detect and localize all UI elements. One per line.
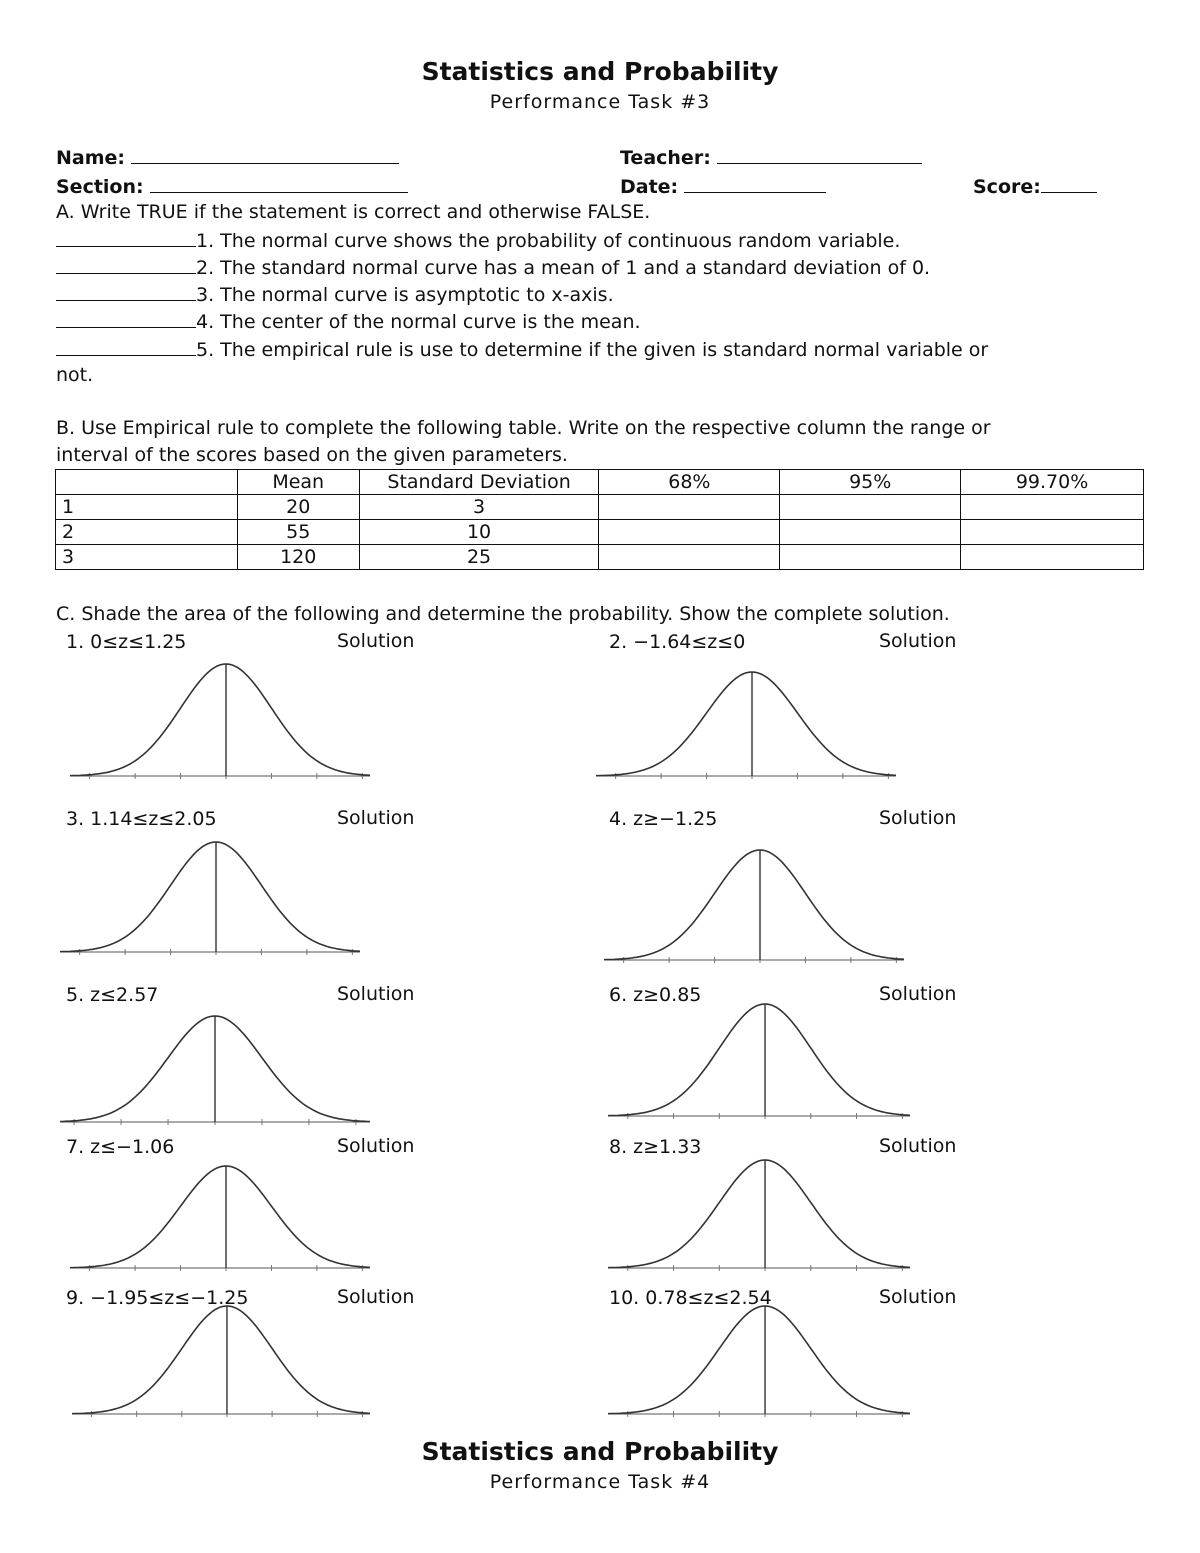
table-cell: 20: [237, 495, 359, 520]
normal-curve-figure: [596, 666, 896, 790]
normal-curve-figure: [60, 836, 360, 966]
table-header: 68%: [599, 470, 780, 495]
page-subtitle: Performance Task #3: [489, 91, 711, 113]
normal-curve-figure: [604, 844, 904, 974]
teacher-field[interactable]: [620, 145, 922, 169]
normal-curve-figure: [608, 1300, 910, 1428]
answer-cell[interactable]: [599, 520, 780, 545]
problem-label-4: 4. z≥−1.25: [609, 808, 718, 830]
table-header: Standard Deviation: [359, 470, 599, 495]
name-field[interactable]: [56, 145, 399, 169]
answer-blank-2[interactable]: [56, 255, 196, 274]
table-header: 99.70%: [961, 470, 1144, 495]
normal-curve-figure: [70, 658, 370, 790]
solution-label: Solution: [337, 630, 415, 652]
answer-cell[interactable]: [599, 545, 780, 570]
solution-label: Solution: [337, 1135, 415, 1157]
partA-item: [56, 309, 641, 333]
solution-label: Solution: [879, 630, 957, 652]
date-field[interactable]: [620, 174, 826, 198]
normal-curve-figure: [608, 998, 910, 1130]
answer-blank-3[interactable]: [56, 282, 196, 301]
date-blank[interactable]: [684, 174, 826, 193]
table-header-row: [56, 470, 1144, 495]
next-page-title: Statistics and Probability: [421, 1437, 779, 1466]
bell-curve: [604, 850, 904, 960]
section-field[interactable]: [56, 174, 408, 198]
table-header: 95%: [780, 470, 961, 495]
score-field[interactable]: [973, 174, 1097, 198]
bell-curve: [608, 1160, 910, 1268]
bell-curve: [70, 1166, 370, 1268]
problem-label-10: 10. 0.78≤z≤2.54: [609, 1287, 772, 1309]
teacher-label: Teacher:: [620, 147, 711, 169]
table-row: [56, 495, 1144, 520]
bell-curve: [596, 672, 896, 776]
table-cell: 120: [237, 545, 359, 570]
problem-label-2: 2. −1.64≤z≤0: [609, 631, 746, 653]
normal-curve-figure: [72, 1300, 370, 1428]
statement-4: 4. The center of the normal curve is the mean.: [196, 311, 641, 333]
solution-label: Solution: [337, 1286, 415, 1308]
partA-item: [56, 337, 988, 361]
solution-label: Solution: [879, 983, 957, 1005]
statement-5: 5. The empirical rule is use to determine if the given is standard normal variable or: [196, 339, 989, 361]
partA-item: [56, 255, 930, 279]
table-row: [56, 520, 1144, 545]
answer-blank-5[interactable]: [56, 337, 196, 356]
problem-label-3: 3. 1.14≤z≤2.05: [66, 808, 217, 830]
name-blank[interactable]: [131, 145, 399, 164]
statement-1: 1. The normal curve shows the probability of continuous random variable.: [196, 230, 901, 252]
solution-label: Solution: [879, 1286, 957, 1308]
bell-curve: [608, 1306, 910, 1414]
bell-curve: [70, 664, 370, 776]
problem-label-5: 5. z≤2.57: [66, 984, 159, 1006]
section-blank[interactable]: [150, 174, 408, 193]
problem-label-7: 7. z≤−1.06: [66, 1136, 175, 1158]
problem-label-1: 1. 0≤z≤1.25: [66, 631, 187, 653]
table-header: Mean: [237, 470, 359, 495]
statement-3: 3. The normal curve is asymptotic to x-axis.: [196, 284, 614, 306]
answer-cell[interactable]: [780, 495, 961, 520]
bell-curve: [72, 1306, 370, 1414]
empirical-rule-table: [55, 469, 1144, 570]
table-cell: 3: [359, 495, 599, 520]
table-cell: 2: [56, 520, 238, 545]
answer-blank-1[interactable]: [56, 228, 196, 247]
score-blank[interactable]: [1041, 174, 1097, 193]
bell-curve: [608, 1004, 910, 1116]
answer-cell[interactable]: [599, 495, 780, 520]
table-cell: 25: [359, 545, 599, 570]
solution-label: Solution: [879, 1135, 957, 1157]
partA-item: [56, 282, 614, 306]
score-label: Score:: [973, 176, 1041, 198]
normal-curve-figure: [60, 1010, 370, 1136]
next-page-subtitle: Performance Task #4: [489, 1471, 711, 1493]
page-title: Statistics and Probability: [421, 57, 779, 86]
answer-cell[interactable]: [780, 545, 961, 570]
problem-label-9: 9. −1.95≤z≤−1.25: [66, 1287, 249, 1309]
partB-instruction-line1: B. Use Empirical rule to complete the following table. Write on the respective column the range or: [56, 417, 991, 439]
table-header: [56, 470, 238, 495]
solution-label: Solution: [879, 807, 957, 829]
partC-instruction: C. Shade the area of the following and determine the probability. Show the complete solution.: [56, 603, 950, 625]
answer-cell[interactable]: [961, 545, 1144, 570]
teacher-blank[interactable]: [717, 145, 922, 164]
problem-label-8: 8. z≥1.33: [609, 1136, 702, 1158]
partA-instruction: A. Write TRUE if the statement is correct and otherwise FALSE.: [56, 201, 651, 223]
name-label: Name:: [56, 147, 126, 169]
normal-curve-figure: [608, 1154, 910, 1282]
solution-label: Solution: [337, 983, 415, 1005]
problem-label-6: 6. z≥0.85: [609, 984, 702, 1006]
statement-2: 2. The standard normal curve has a mean of 1 and a standard deviation of 0.: [196, 257, 931, 279]
statement-5-continued: not.: [56, 364, 94, 386]
bell-curve: [60, 842, 360, 952]
date-label: Date:: [620, 176, 679, 198]
table-cell: 3: [56, 545, 238, 570]
answer-cell[interactable]: [780, 520, 961, 545]
partB-instruction-line2: interval of the scores based on the given parameters.: [56, 444, 568, 466]
partA-item: [56, 228, 900, 252]
answer-cell[interactable]: [961, 495, 1144, 520]
solution-label: Solution: [337, 807, 415, 829]
answer-blank-4[interactable]: [56, 309, 196, 328]
table-cell: 10: [359, 520, 599, 545]
answer-cell[interactable]: [961, 520, 1144, 545]
table-cell: 55: [237, 520, 359, 545]
normal-curve-figure: [70, 1160, 370, 1282]
section-label: Section:: [56, 176, 144, 198]
table-row: [56, 545, 1144, 570]
table-cell: 1: [56, 495, 238, 520]
